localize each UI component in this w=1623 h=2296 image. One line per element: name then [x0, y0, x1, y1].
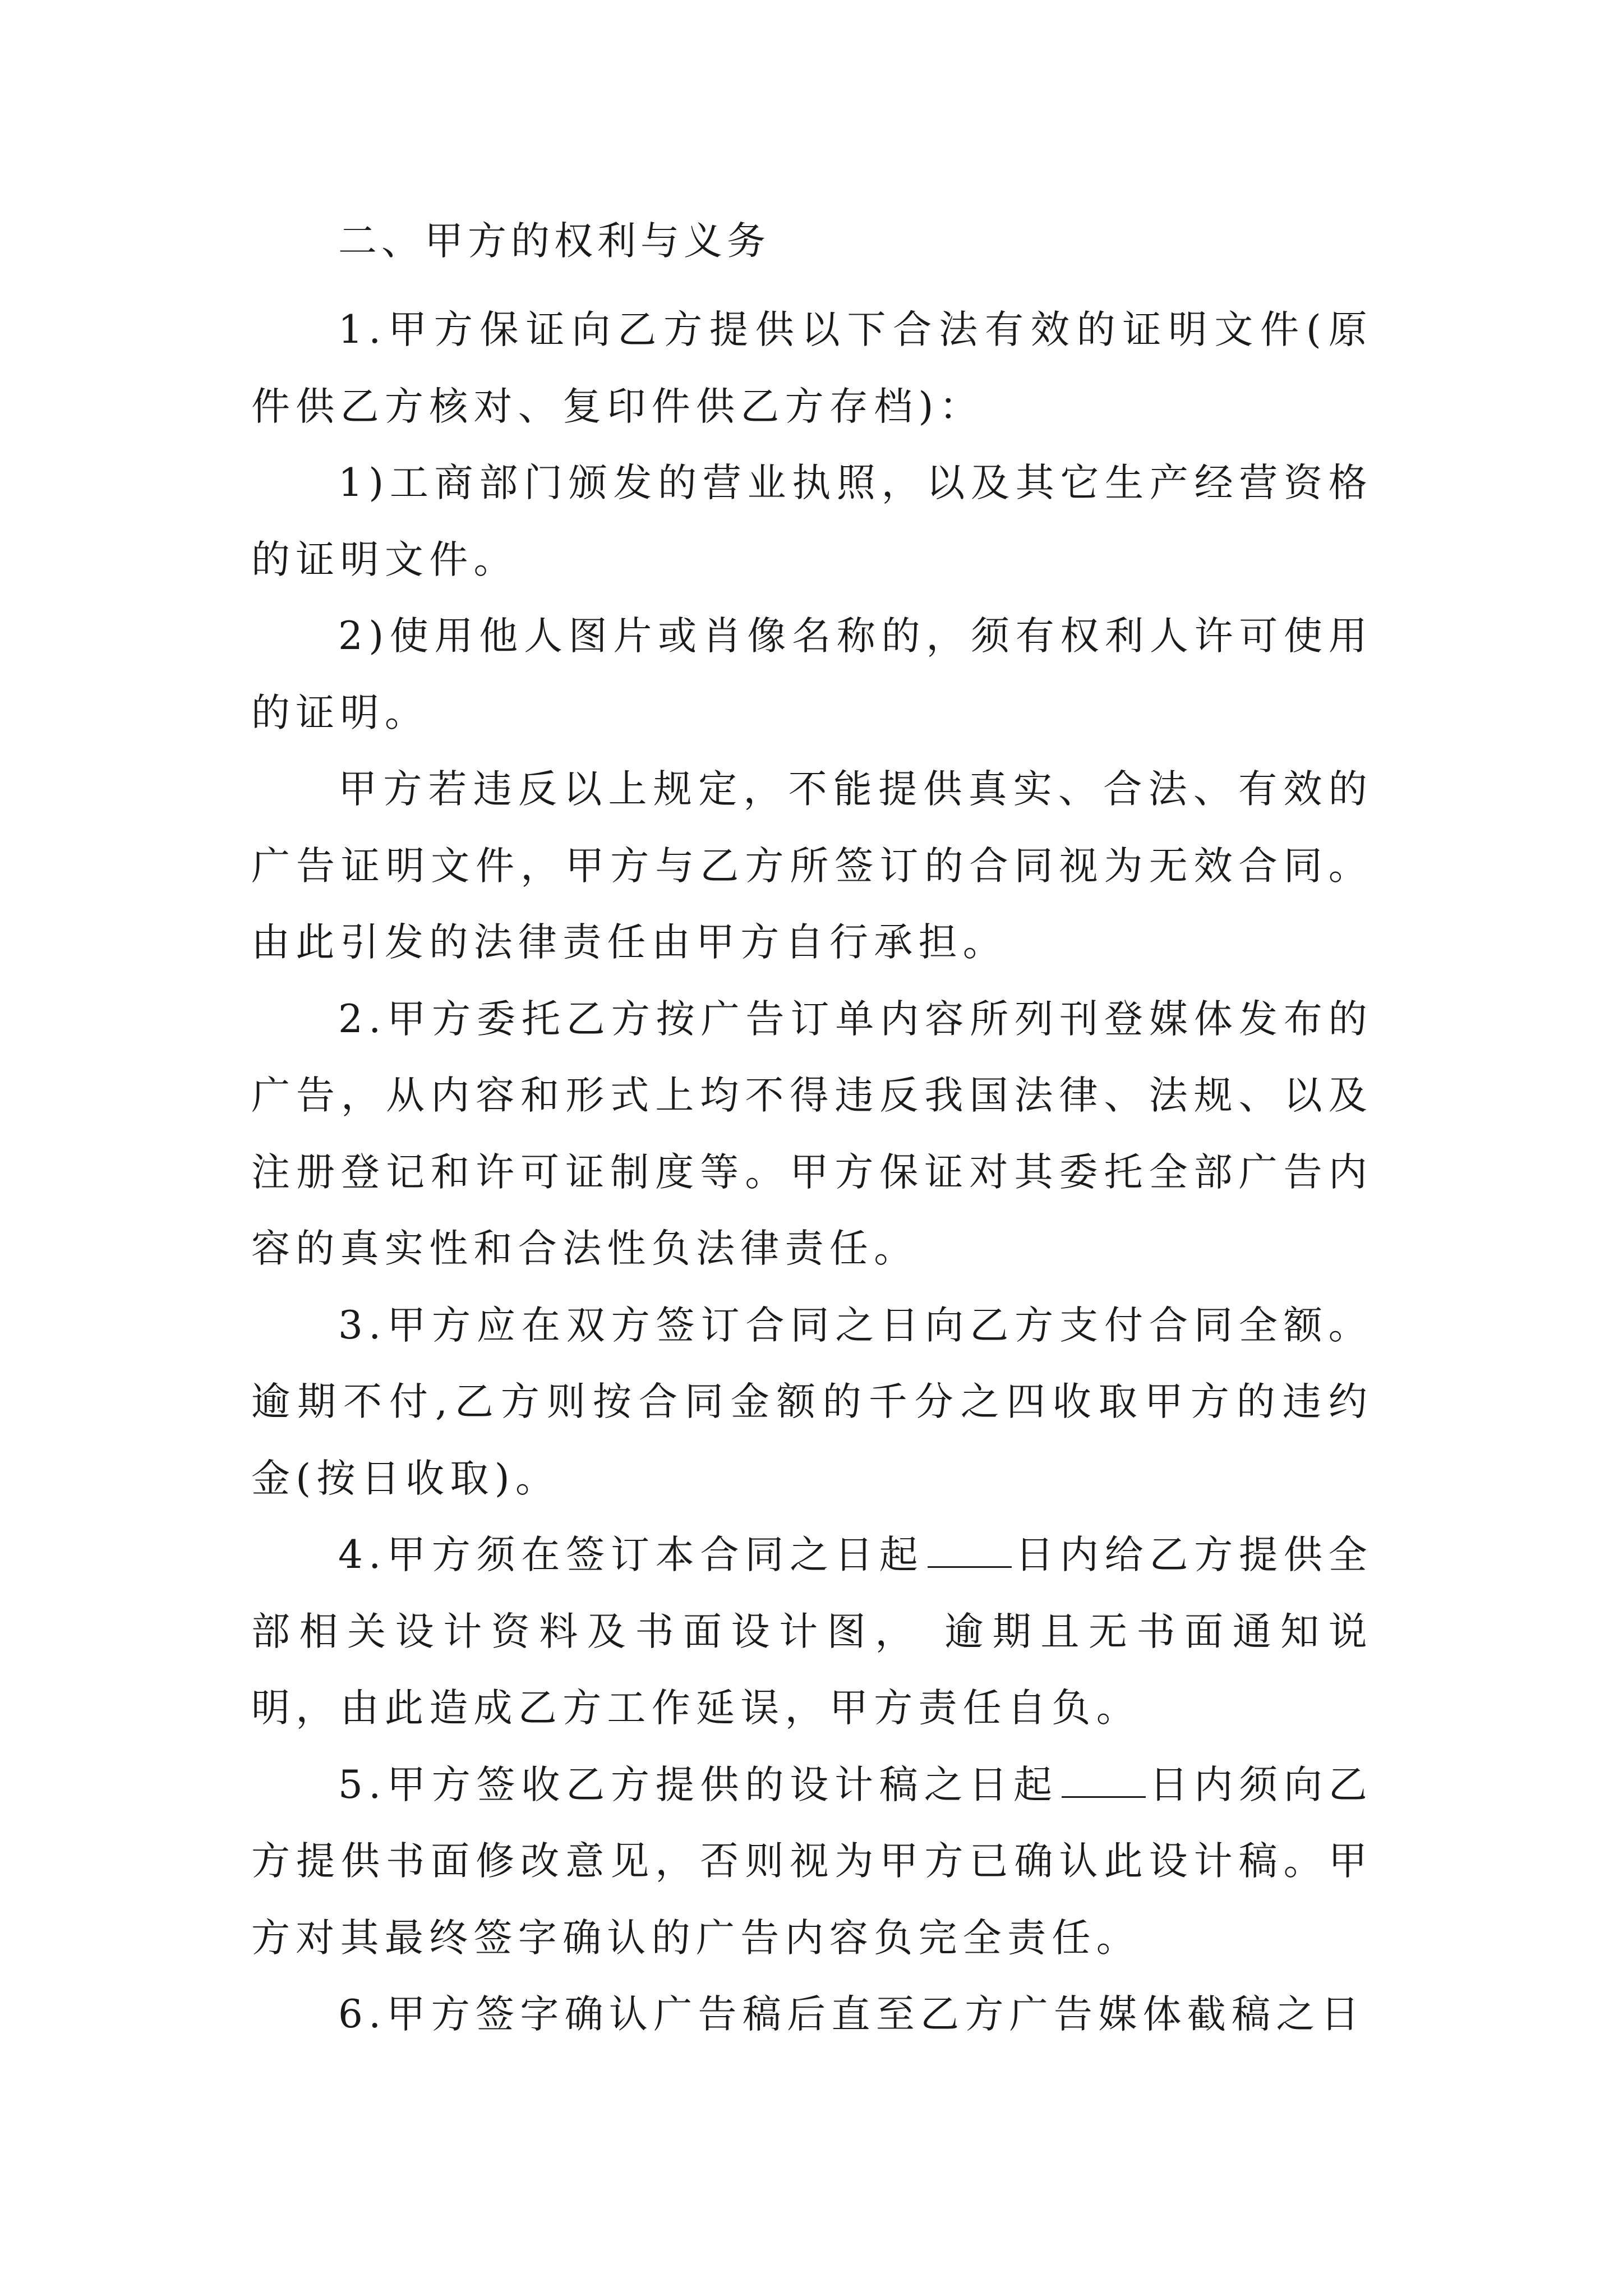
paragraph-1: 1.甲方保证向乙方提供以下合法有效的证明文件(原件供乙方核对、复印件供乙方存档)： — [251, 307, 1373, 429]
section-heading: 二、甲方的权利与义务 — [338, 219, 770, 264]
paragraph-6: 3.甲方应在双方签订合同之日向乙方支付合同全额。逾期不付,乙方则按合同金额的千分之四收取甲方的违约金(按日收取)。 — [251, 1303, 1373, 1501]
paragraph-8-end: 日内须向乙方提供书面修改意见，否则视为甲方已确认此设计稿。甲方对其最终签字确认的广告内容负完全责任。 — [251, 1762, 1373, 1961]
paragraph-3: 2)使用他人图片或肖像名称的，须有权利人许可使用的证明。 — [251, 614, 1373, 735]
paragraph-9: 6.甲方签字确认广告稿后直至乙方广告媒体截稿之日 — [338, 1992, 1366, 2037]
blank-days-field — [1062, 1763, 1146, 1798]
paragraph-2: 1)工商部门颁发的营业执照，以及其它生产经营资格的证明文件。 — [251, 461, 1373, 582]
paragraph-8 — [251, 1747, 1373, 1977]
paragraph-7 — [251, 1517, 1373, 1747]
blank-days-field — [928, 1533, 1012, 1568]
paragraph-8-start: 5.甲方签收乙方提供的设计稿之日起 — [338, 1762, 1058, 1807]
paragraph-7-end: 日内给乙方提供全部相关设计资料及书面设计图， 逾期且无书面通知说明，由此造成乙方工作延误，甲方责任自负。 — [251, 1533, 1373, 1731]
paragraph-5: 2.甲方委托乙方按广告订单内容所列刊登媒体发布的广告，从内容和形式上均不得违反我国法律、法规、以及注册登记和许可证制度等。甲方保证对其委托全部广告内容的真实性和合法性负法律责任。 — [251, 996, 1373, 1271]
paragraph-4: 甲方若违反以上规定，不能提供真实、合法、有效的广告证明文件，甲方与乙方所签订的合同视为无效合同。由此引发的法律责任由甲方自行承担。 — [251, 767, 1373, 965]
document-page — [251, 0, 1373, 2296]
paragraph-7-start: 4.甲方须在签订本合同之日起 — [338, 1533, 924, 1577]
document-body — [251, 292, 1373, 2053]
